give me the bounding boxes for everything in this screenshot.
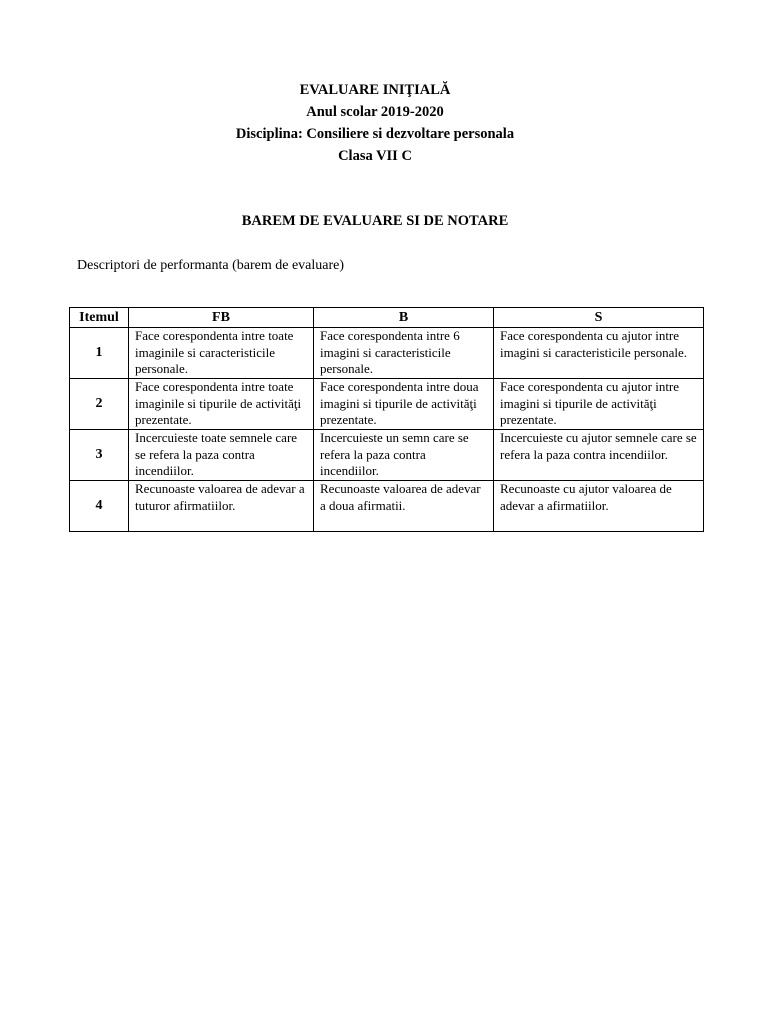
descriptor-s: Recunoaste cu ajutor valoarea de adevar a afirmatiilor. — [494, 481, 704, 532]
descriptor-fb: Face corespondenta intre toate imaginile si tipurile de activităţi prezentate. — [129, 379, 314, 430]
header-cell-itemul: Itemul — [70, 308, 129, 328]
intro-text: Descriptori de performanta (barem de evaluare) — [77, 258, 345, 273]
descriptor-s: Face corespondenta cu ajutor intre imagini si tipurile de activităţi prezentate. — [494, 379, 704, 430]
item-number: 3 — [70, 430, 129, 481]
descriptor-b: Recunoaste valoarea de adevar a doua afirmatii. — [314, 481, 494, 532]
header-cell-fb: FB — [129, 308, 314, 328]
item-number: 4 — [70, 481, 129, 532]
document-header — [0, 79, 750, 167]
header-title: EVALUARE INIŢIALĂ — [299, 82, 451, 98]
descriptor-b: Face corespondenta intre doua imagini si tipurile de activităţi prezentate. — [314, 379, 494, 430]
item-number: 1 — [70, 328, 129, 379]
header-class: Clasa VII C — [338, 148, 412, 164]
descriptor-b: Face corespondenta intre 6 imagini si caracteristicile personale. — [314, 328, 494, 379]
header-cell-b: B — [314, 308, 494, 328]
descriptor-fb: Recunoaste valoarea de adevar a tuturor afirmatiilor. — [129, 481, 314, 532]
barem-title: BAREM DE EVALUARE SI DE NOTARE — [241, 213, 509, 229]
descriptor-s: Incercuieste cu ajutor semnele care se refera la paza contra incendiilor. — [494, 430, 704, 481]
item-number: 2 — [70, 379, 129, 430]
table-row — [70, 328, 704, 379]
descriptor-fb: Incercuieste toate semnele care se refera la paza contra incendiilor. — [129, 430, 314, 481]
header-cell-s: S — [494, 308, 704, 328]
table-row — [70, 379, 704, 430]
barem-table — [69, 307, 704, 532]
table-row — [70, 430, 704, 481]
descriptor-s: Face corespondenta cu ajutor intre imagini si caracteristicile personale. — [494, 328, 704, 379]
descriptor-b: Incercuieste un semn care se refera la paza contra incendiilor. — [314, 430, 494, 481]
header-school-year: Anul scolar 2019-2020 — [306, 104, 444, 120]
table-row — [70, 481, 704, 532]
header-discipline: Disciplina: Consiliere si dezvoltare personala — [235, 126, 515, 142]
descriptor-fb: Face corespondenta intre toate imaginile si caracteristicile personale. — [129, 328, 314, 379]
table-header-row — [70, 308, 704, 328]
